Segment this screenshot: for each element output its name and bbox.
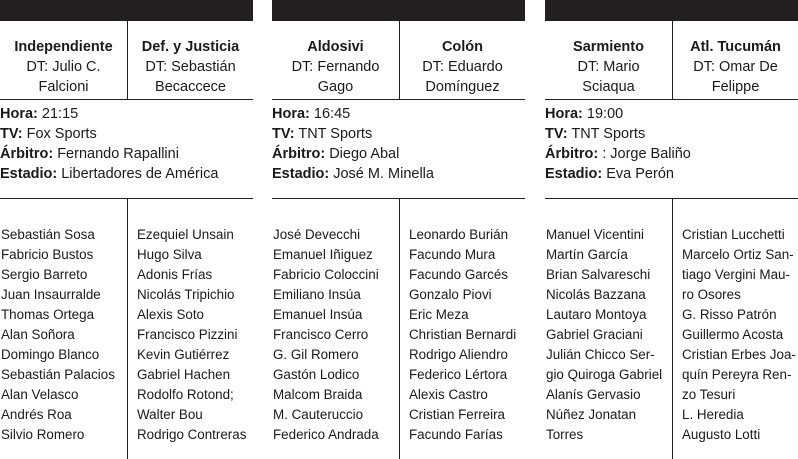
tv-channel-row (0, 124, 218, 144)
roster-divider (127, 199, 128, 459)
match-info (0, 104, 218, 184)
tv-channel-label: TV: (545, 126, 568, 142)
player-line: Nicolás Tripichio (137, 287, 235, 302)
tv-channel-value: TNT Sports (571, 126, 646, 142)
player-line: Cristian Erbes Joa- (682, 347, 796, 362)
coach-line: DT: Eduardo (422, 59, 503, 75)
kickoff-time-row (0, 104, 218, 124)
match-info (272, 104, 434, 184)
stadium-row (272, 164, 434, 184)
info-rule (0, 198, 253, 199)
player-line: Francisco Pizzini (137, 327, 238, 342)
player-line: tiago Vergini Mau- (682, 267, 790, 282)
player-line: Rodrigo Aliendro (409, 347, 509, 362)
player-line: G. Risso Patrón (682, 307, 777, 322)
kickoff-time-value: 19:00 (586, 106, 624, 122)
player-line: Julián Chicco Ser- (546, 347, 655, 362)
referee-label: Árbitro: (272, 146, 326, 162)
player-line: Juan Insaurralde (1, 287, 101, 302)
player-line: Facundo Mura (409, 247, 496, 262)
player-line: Núñez Jonatan (546, 407, 637, 422)
header-rule (545, 99, 798, 100)
player-line: José Devecchi (273, 227, 361, 242)
referee-row (272, 144, 434, 164)
team-header-home (545, 37, 672, 97)
player-line: Emanuel Insúa (273, 307, 363, 322)
stadium-label: Estadio: (0, 166, 58, 182)
stadium-row (545, 164, 691, 184)
player-line: Alexis Castro (409, 387, 488, 402)
player-line: Walter Bou (137, 407, 203, 422)
player-line: Domingo Blanco (1, 347, 100, 362)
player-line: Sebastián Sosa (1, 227, 95, 242)
away-players-list (137, 225, 246, 445)
player-line: Rodrigo Contreras (137, 427, 247, 442)
match-card (545, 0, 798, 459)
coach-line: DT: Mario (577, 59, 640, 75)
header-rule (272, 99, 525, 100)
player-line: Facundo Garcés (409, 267, 508, 282)
team-header-away (128, 37, 253, 97)
player-line: Gastón Lodico (273, 367, 360, 382)
kickoff-time-label: Hora: (272, 106, 310, 122)
player-line: Kevin Gutiérrez (137, 347, 230, 362)
tv-channel-label: TV: (0, 126, 23, 142)
team-name: Independiente (14, 39, 113, 55)
coach-line: Gago (317, 79, 354, 95)
player-line: Facundo Farías (409, 427, 503, 442)
kickoff-time-value: 16:45 (313, 106, 351, 122)
kickoff-time-label: Hora: (0, 106, 38, 122)
player-line: Brian Salvareschi (546, 267, 651, 282)
player-line: zo Tesuri (682, 387, 736, 402)
team-header-home (272, 37, 399, 97)
roster-divider (399, 199, 400, 459)
player-line: Manuel Vicentini (546, 227, 645, 242)
coach-line: DT: Sebastián (145, 59, 236, 75)
tv-channel-row (272, 124, 434, 144)
stadium-value: Eva Perón (606, 166, 674, 182)
card-header-bar (545, 0, 798, 21)
player-line: Leonardo Burián (409, 227, 509, 242)
team-header-away (673, 37, 798, 97)
kickoff-time-label: Hora: (545, 106, 583, 122)
roster-divider (672, 199, 673, 459)
coach-line: DT: Omar De (693, 59, 778, 75)
stadium-value: José M. Minella (333, 166, 434, 182)
player-line: Cristian Lucchetti (682, 227, 785, 242)
team-name: Atl. Tucumán (690, 39, 781, 55)
player-line: quín Pereyra Ren- (682, 367, 792, 382)
player-line: Cristian Ferreira (409, 407, 505, 422)
referee-value: Diego Abal (329, 146, 400, 162)
stadium-label: Estadio: (545, 166, 603, 182)
player-line: gio Quiroga Gabriel (546, 367, 663, 382)
player-line: M. Cauteruccio (273, 407, 364, 422)
player-line: Fabricio Bustos (1, 247, 94, 262)
team-name: Aldosivi (307, 39, 364, 55)
info-rule (272, 198, 525, 199)
player-line: Marcelo Ortiz San- (682, 247, 794, 262)
tv-channel-value: TNT Sports (298, 126, 373, 142)
card-header-bar (0, 0, 253, 21)
coach-line: DT: Julio C. (26, 59, 101, 75)
player-line: Federico Lértora (409, 367, 508, 382)
player-line: Christian Bernardi (409, 327, 517, 342)
player-line: Lautaro Montoya (546, 307, 647, 322)
tv-channel-value: Fox Sports (26, 126, 97, 142)
tv-channel-label: TV: (272, 126, 295, 142)
stadium-value: Libertadores de América (61, 166, 219, 182)
coach-line: DT: Fernando (291, 59, 380, 75)
match-card (0, 0, 253, 459)
stadium-label: Estadio: (272, 166, 330, 182)
player-line: Fabricio Coloccini (273, 267, 379, 282)
stadium-row (0, 164, 218, 184)
kickoff-time-row (545, 104, 691, 124)
referee-value: : Jorge Baliño (602, 146, 691, 162)
away-players-list (682, 225, 796, 445)
player-line: Alanís Gervasio (546, 387, 641, 402)
player-line: Thomas Ortega (1, 307, 95, 322)
player-line: Alan Velasco (1, 387, 79, 402)
player-line: Silvio Romero (1, 427, 85, 442)
player-line: ro Osores (682, 287, 741, 302)
player-line: Gabriel Hachen (137, 367, 231, 382)
coach-line: Falcioni (38, 79, 89, 95)
player-line: Malcom Braida (273, 387, 363, 402)
match-info (545, 104, 691, 184)
player-line: Hugo Silva (137, 247, 202, 262)
match-card (272, 0, 525, 459)
player-line: L. Heredia (682, 407, 744, 422)
kickoff-time-row (272, 104, 434, 124)
coach-line: Becaccece (155, 79, 226, 95)
player-line: Sebastián Palacios (1, 367, 115, 382)
player-line: G. Gil Romero (273, 347, 359, 362)
header-rule (0, 99, 253, 100)
player-line: Martín García (546, 247, 628, 262)
coach-line: Domínguez (425, 79, 500, 95)
player-line: Rodolfo Rotond; (137, 387, 234, 402)
player-line: Sergio Barreto (1, 267, 88, 282)
card-header-bar (272, 0, 525, 21)
player-line: Alan Soñora (1, 327, 75, 342)
coach-line: Sciaqua (582, 79, 635, 95)
home-players-list (1, 225, 115, 445)
coach-line: Felippe (711, 79, 760, 95)
player-line: Francisco Cerro (273, 327, 369, 342)
tv-channel-row (545, 124, 691, 144)
team-name: Sarmiento (573, 39, 644, 55)
info-rule (545, 198, 798, 199)
player-line: Andrés Roa (1, 407, 72, 422)
player-line: Guillermo Acosta (682, 327, 784, 342)
player-line: Ezequiel Unsain (137, 227, 234, 242)
referee-row (545, 144, 691, 164)
referee-label: Árbitro: (0, 146, 54, 162)
away-players-list (409, 225, 516, 445)
home-players-list (546, 225, 662, 445)
player-line: Eric Meza (409, 307, 469, 322)
player-line: Augusto Lotti (682, 427, 761, 442)
player-line: Torres (546, 427, 584, 442)
team-header-away (400, 37, 525, 97)
player-line: Gonzalo Piovi (409, 287, 492, 302)
player-line: Alexis Soto (137, 307, 204, 322)
team-header-home (0, 37, 127, 97)
player-line: Emanuel Iñiguez (273, 247, 373, 262)
team-name: Def. y Justicia (141, 39, 240, 55)
referee-value: Fernando Rapallini (57, 146, 179, 162)
referee-row (0, 144, 218, 164)
team-name: Colón (441, 39, 484, 55)
player-line: Emiliano Insúa (273, 287, 361, 302)
player-line: Gabriel Graciani (546, 327, 643, 342)
home-players-list (273, 225, 379, 445)
player-line: Nicolás Bazzana (546, 287, 646, 302)
referee-label: Árbitro: (545, 146, 599, 162)
kickoff-time-value: 21:15 (41, 106, 79, 122)
player-line: Adonis Frías (137, 267, 213, 282)
player-line: Federico Andrada (273, 427, 379, 442)
